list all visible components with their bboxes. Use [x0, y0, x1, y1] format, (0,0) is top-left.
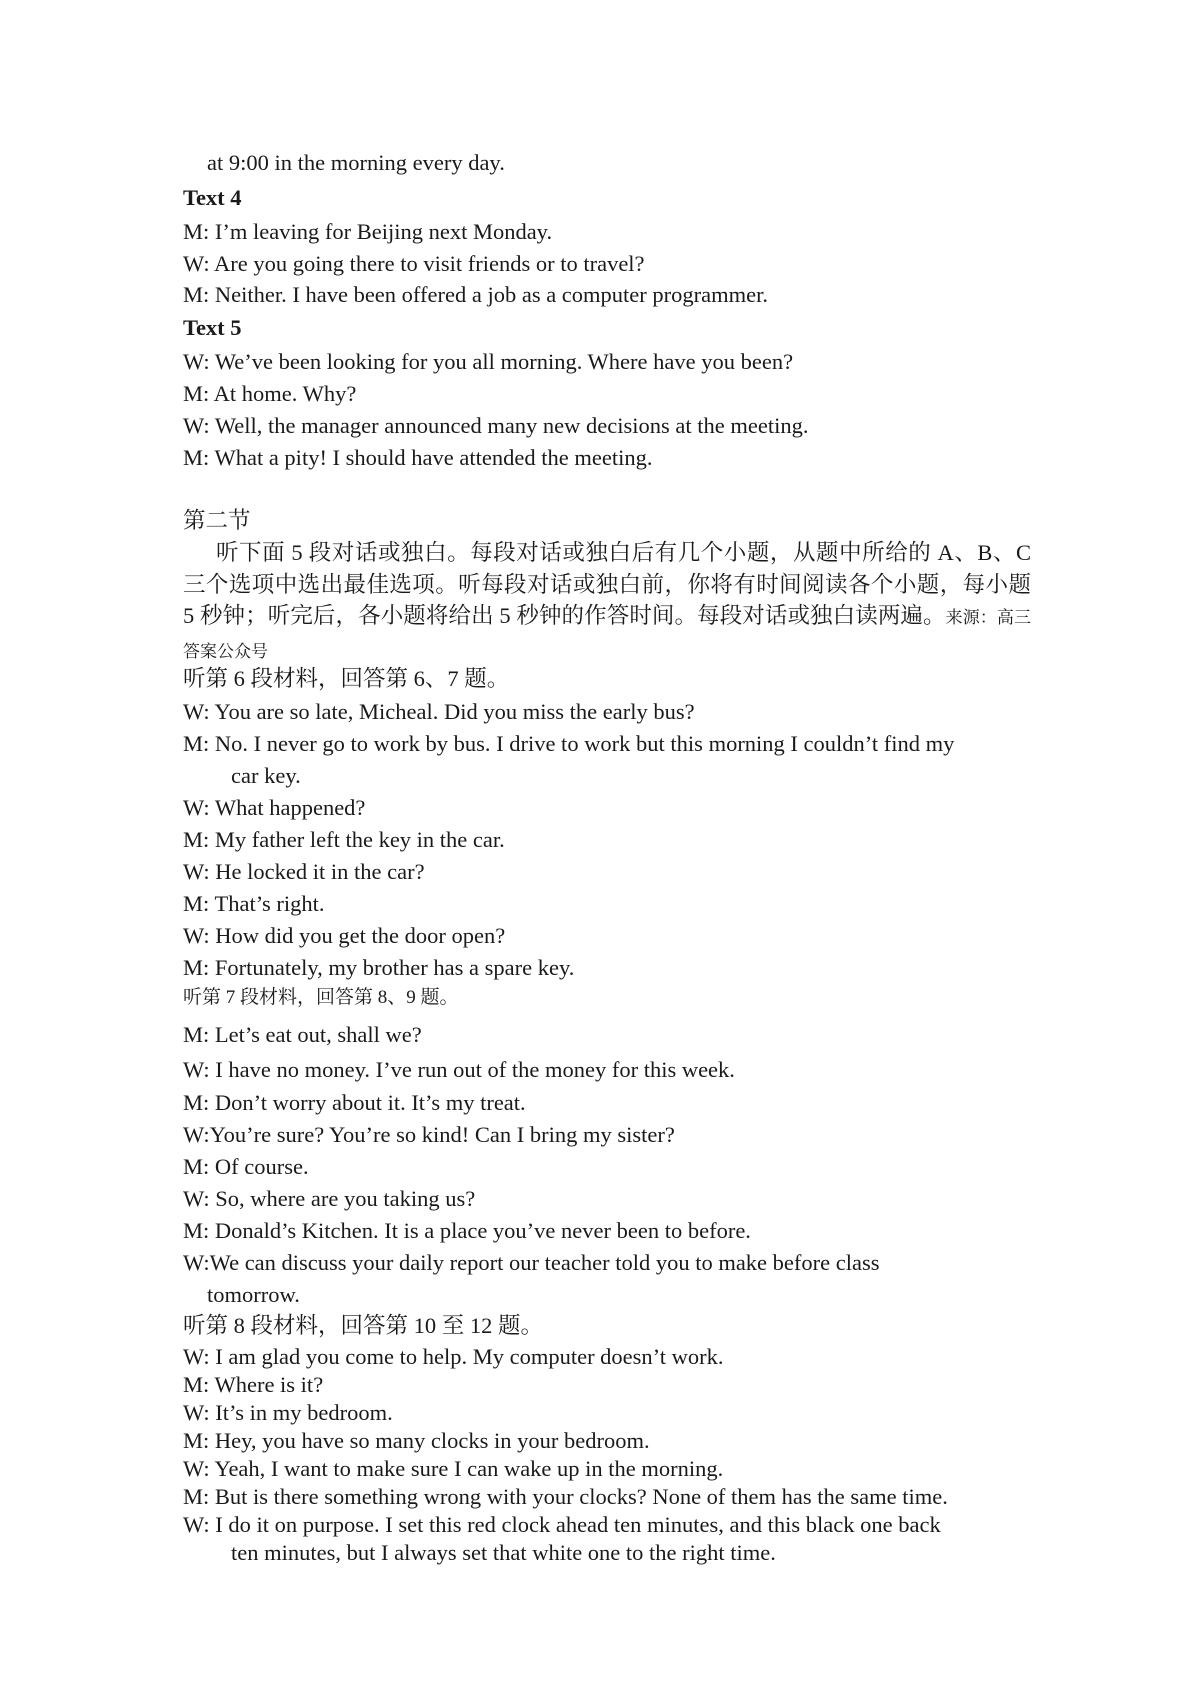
- text-line: W: So, where are you taking us?: [183, 1186, 476, 1211]
- text-line: W: I am glad you come to help. My computer doesn’t work.: [183, 1344, 724, 1369]
- text-line: W: Yeah, I want to make sure I can wake up in the morning.: [183, 1456, 724, 1481]
- section-heading: Text 4: [183, 185, 242, 210]
- source-note: 来源：高三答案公众号: [183, 608, 1031, 661]
- instruction-paragraph: 听下面 5 段对话或独白。每段对话或独白后有几个小题，从题中所给的 A、B、C 三个选项中选出最佳选项。听每段对话或独白前，你将有时间阅读各个小题，每小题 5 秒钟；听完后，各小题将给出 5 秒钟的作答时间。每段对话或独白读两遍。来源：高三答案公众号: [183, 540, 1031, 661]
- text-line: tomorrow.: [207, 1282, 300, 1307]
- text-line: M: Where is it?: [183, 1372, 324, 1397]
- text-line: M: Donald’s Kitchen. It is a place you’ve never been to before.: [183, 1218, 751, 1243]
- text-line: at 9:00 in the morning every day.: [207, 150, 505, 175]
- text-line: W: Well, the manager announced many new decisions at the meeting.: [183, 413, 809, 438]
- text-line: W: You are so late, Micheal. Did you miss the early bus?: [183, 699, 695, 724]
- text-line: ten minutes, but I always set that white one to the right time.: [231, 1540, 776, 1565]
- text-line: W: I do it on purpose. I set this red clock ahead ten minutes, and this black one back: [183, 1512, 941, 1537]
- part-heading: 听第 8 段材料，回答第 10 至 12 题。: [183, 1313, 544, 1338]
- text-line: M: Hey, you have so many clocks in your bedroom.: [183, 1428, 650, 1453]
- text-line: M: My father left the key in the car.: [183, 827, 505, 852]
- text-line: W: Are you going there to visit friends or to travel?: [183, 251, 645, 276]
- text-line: M: What a pity! I should have attended the meeting.: [183, 445, 653, 470]
- text-line: W: How did you get the door open?: [183, 923, 506, 948]
- text-line: W: It’s in my bedroom.: [183, 1400, 393, 1425]
- part-heading: 听第 7 段材料，回答第 8、9 题。: [183, 987, 459, 1008]
- text-line: W: We’ve been looking for you all morning. Where have you been?: [183, 349, 794, 374]
- text-line: M: Don’t worry about it. It’s my treat.: [183, 1090, 526, 1115]
- section-heading: Text 5: [183, 315, 242, 340]
- text-line: M: Neither. I have been offered a job as a computer programmer.: [183, 282, 768, 307]
- text-line: M: No. I never go to work by bus. I drive to work but this morning I couldn’t find my: [183, 731, 955, 756]
- part-heading: 听第 6 段材料，回答第 6、7 题。: [183, 666, 510, 691]
- text-line: M: Let’s eat out, shall we?: [183, 1022, 422, 1047]
- section-title: 第二节: [183, 508, 251, 533]
- text-line: M: But is there something wrong with your clocks? None of them has the same time.: [183, 1484, 948, 1509]
- text-line: car key.: [231, 763, 301, 788]
- text-line: M: I’m leaving for Beijing next Monday.: [183, 219, 553, 244]
- text-line: W: What happened?: [183, 795, 366, 820]
- text-line: W:You’re sure? You’re so kind! Can I bring my sister?: [183, 1122, 675, 1147]
- text-line: W:We can discuss your daily report our teacher told you to make before class: [183, 1250, 880, 1275]
- text-line: W: I have no money. I’ve run out of the money for this week.: [183, 1057, 735, 1082]
- text-line: W: He locked it in the car?: [183, 859, 425, 884]
- text-line: M: Fortunately, my brother has a spare key.: [183, 955, 575, 980]
- text-line: M: At home. Why?: [183, 381, 357, 406]
- text-line: M: Of course.: [183, 1154, 309, 1179]
- text-line: M: That’s right.: [183, 891, 325, 916]
